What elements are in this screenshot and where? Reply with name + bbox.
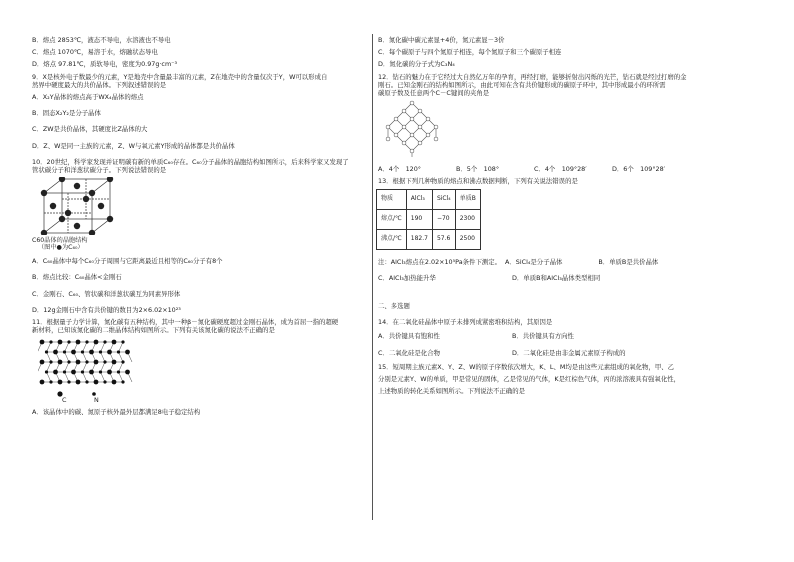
lattice-bond [119,352,124,362]
q14-option-d: D．二氧化硅是由非金属元素原子构成的 [512,348,626,357]
table-row [377,229,481,249]
nitrogen-atom [121,361,124,364]
lattice-bond [101,352,106,362]
carbon-atom [76,360,81,365]
q11-stem-line2: 新材料，已知该氮化碳的二维晶体结构如图所示。下列有关该氮化碳的说法不正确的是 [32,326,275,335]
lattice-bond [65,352,70,362]
q11-option-d: D．氮化碳的分子式为C₃N₄ [378,60,455,69]
carbon-atom [58,360,63,365]
fig10-caption-line1: C60晶体的晶胞结构 [32,237,88,245]
carbon-atom [76,380,81,385]
carbon-atom [40,360,45,365]
carbon-atom [107,350,112,355]
table-header-cell: 物质 [377,189,407,209]
nitrogen-atom [45,371,48,374]
carbon-atom [76,340,81,345]
nitrogen-atom [99,371,102,374]
q13-options-cd [378,274,738,282]
c60-unit-cell-figure [32,177,367,251]
q14-options-ab [378,332,738,340]
nitrogen-atom [81,351,84,354]
q15-stem-line1: 15．短周期主族元素X、Y、Z、W的原子序数依次增大，K、L、M均是由这些元素组成的氧化物，甲、乙 [378,362,674,371]
diamond-diagram [382,99,452,159]
nitrogen-atom [49,381,52,384]
nitrogen-atom [63,371,66,374]
table-cell: 57.6 [432,229,455,249]
carbon-atom [71,370,76,375]
carbon-atom [94,360,99,365]
lattice-bond [47,362,52,372]
table-cell: 190 [406,209,432,229]
right-column [378,36,738,395]
q12-options [378,165,738,173]
lattice-bond [47,342,52,352]
carbon-atom [53,370,58,375]
lattice-bond [119,342,124,352]
q15-stem-line2: 分别是元素Y、W的单质，甲是常见的固体，乙是常见的气体，K是红棕色气体，丙的浓溶液具有强氧化性， [378,375,680,384]
q11-option-b: B．氮化碳中碳元素显+4价，氮元素显－3价 [378,36,505,44]
table-cell: 2300 [455,209,480,229]
q12-option-c: C．4个 109°28′ [534,165,587,174]
q12-option-a: A．4个 120° [378,165,422,174]
legend-c-label: C [62,396,67,405]
q13-option-b: B．单质B是共价晶体 [598,257,659,266]
table-header-row [377,189,481,209]
c60-cube-diagram [40,177,130,235]
q11-stem-line1: 11．根据量子力学计算，氮化碳有五种结构，其中一种β－氮化碳硬度超过金刚石晶体，成为首屈一指的超硬 [32,318,339,327]
nitrogen-atom [67,341,70,344]
table-header-cell: SiCl₄ [432,189,455,209]
nitrogen-atom [85,361,88,364]
nitrogen-atom [103,361,106,364]
q13-stem: 13．根据下列几种物质的熔点和沸点数据判断，下列有关说法错误的是 [378,177,578,186]
table-cell: −70 [432,209,455,229]
carbon-nitride-lattice-figure [32,338,367,404]
lattice-bond [101,362,106,372]
carbon-atom [89,350,94,355]
q13-note-and-options [378,258,738,266]
carbon-atom [112,360,117,365]
nitrogen-atom [103,381,106,384]
carbon-atom [40,380,45,385]
q13-option-c: C．AlCl₃加热能升华 [378,273,436,282]
nitrogen-atom [45,351,48,354]
left-column [32,36,367,417]
q13-note: 注：AlCl₃熔点在2.02×10⁵Pa条件下测定。 [378,257,502,266]
column-divider [372,34,373,520]
nitrogen-atom [67,381,70,384]
lattice-bond [83,352,88,362]
q13-option-a: A．SiCl₄是分子晶体 [505,257,563,266]
q12-option-b: B．5个 108° [456,165,500,174]
lattice-bond [101,342,106,352]
nitrogen-atom [67,361,70,364]
q11-option-c: C．每个碳原子与四个氮原子相连，每个氮原子和三个碳原子相连 [378,48,562,57]
lattice-bond [47,372,52,382]
q11-option-a: A．该晶体中的碳、氮原子核外最外层都满足8电子稳定结构 [32,408,201,417]
q14-option-b: B．共价键具有方向性 [512,332,574,341]
table-cell: 沸点/℃ [377,229,407,249]
nitrogen-atom [121,381,124,384]
carbon-atom [125,370,130,375]
carbon-atom [58,340,63,345]
lattice-bond [65,362,70,372]
nitrogen-atom [81,371,84,374]
q10-option-b: B．熔点比较：C₆₀晶体<金刚石 [32,273,122,282]
q15-stem-line3: 上述物质的转化关系如图所示。下列说法不正确的是 [378,387,525,396]
table-header-cell: 单质B [455,189,480,209]
q12-stem-line3: 碳原子数及任意两个C－C键间的夹角是 [378,89,490,98]
q8-option-c: C．熔点 1070℃，易溶于水，熔融状态导电 [32,48,158,57]
lattice-bond [83,362,88,372]
table-cell: 2500 [455,229,480,249]
q10-option-d: D．12g金刚石中含有共价键的数目为2×6.02×10²³ [32,305,181,314]
carbon-atom [71,350,76,355]
table-row [377,209,481,229]
section-multiple-choice: 二、多选题 [378,302,410,311]
nitrogen-atom [117,351,120,354]
lattice-bond [83,342,88,352]
nitrogen-atom [49,341,52,344]
q8-option-b: B．熔点 2853℃，液态不导电，水溶液也不导电 [32,36,171,44]
q10-option-c: C．金刚石、C₆₀、管状碳和洋葱状碳互为同素异形体 [32,289,181,298]
lattice-bond [65,372,70,382]
q9-stem-line1: 9．X是核外电子数最少的元素，Y是地壳中含量最丰富的元素，Z在地壳中的含量仅次于Y，W可以形成自 [32,72,328,81]
q12-stem-line1: 12．钻石的魅力在于它经过大自然亿万年的孕育，再经打磨，能够折射出闪烁的光芒，钻石就是经过打磨的金 [378,72,687,81]
carbon-atom [94,340,99,345]
nitrogen-atom [99,351,102,354]
q9-option-b: B．固态X₂Y₂是分子晶体 [32,109,101,118]
q14-options-cd [378,349,738,357]
lattice-bond [101,372,106,382]
diamond-structure-figure [378,99,738,161]
carbon-atom [125,350,130,355]
properties-table [376,189,481,250]
lattice-bond [65,342,70,352]
carbon-atom [107,370,112,375]
q9-option-d: D．Z、W是同一主族的元素，Z、W与氧元素Y形成的晶体都是共价晶体 [32,141,235,150]
table-header-cell: AlCl₃ [406,189,432,209]
lattice-bond [119,362,124,372]
q12-stem-line2: 刚石。已知金刚石的结构如图所示，由此可知在含有共价键形成的碳原子环中，其中形成最小的环所需 [378,80,666,89]
lattice-bond [47,352,52,362]
carbon-atom [112,340,117,345]
q9-option-c: C．ZW是共价晶体，其硬度比Z晶体的大 [32,125,148,134]
fig10-caption-line2: （图中●为C₆₀） [38,244,84,252]
nitrogen-atom [85,381,88,384]
nitrogen-atom [121,341,124,344]
carbon-atom [53,350,58,355]
nitrogen-atom [63,351,66,354]
nitrogen-atom [117,371,120,374]
q9-option-a: A．X₂Y晶体的熔点高于WX₄晶体的熔点 [32,93,144,102]
carbon-atom [89,370,94,375]
q8-option-d: D．熔点 97.81℃，质软导电，密度为0.97g·cm⁻³ [32,60,178,69]
q14-option-c: C．二氧化硅是化合物 [378,348,440,357]
q12-option-d: D．6个 109°28′ [612,165,666,174]
q13-option-d: D．单质B和AlCl₃晶体类型相同 [512,273,601,282]
nitrogen-atom [49,361,52,364]
lattice-diagram [38,338,134,398]
lattice-bond [119,372,124,382]
q14-stem: 14．在二氧化硅晶体中原子未排列成紧密堆积结构，其原因是 [378,318,553,327]
carbon-atom [40,340,45,345]
q10-stem-line2: 管状碳分子和洋葱状碳分子。下列说法错误的是 [32,166,167,175]
q10-stem-line1: 10．20世纪，科学家发现并证明碳有新的单质C₆₀存在。C₆₀分子晶体的晶胞结构如图所示，后来科学家又发现了 [32,157,349,166]
lattice-bond [83,372,88,382]
q14-option-a: A．共价键具有饱和性 [378,332,440,341]
nitrogen-atom [85,341,88,344]
carbon-atom [58,380,63,385]
legend-n-label: N [94,396,99,405]
carbon-atom [112,380,117,385]
q10-option-a: A．C₆₀晶体中每个C₆₀分子周围与它距离最近且相等的C₆₀分子有8个 [32,257,223,266]
table-cell: 182.7 [406,229,432,249]
nitrogen-atom [103,341,106,344]
carbon-atom [94,380,99,385]
q9-stem-line2: 然界中硬度最大的共价晶体。下列叙述错误的是 [32,80,167,89]
table-cell: 熔点/℃ [377,209,407,229]
